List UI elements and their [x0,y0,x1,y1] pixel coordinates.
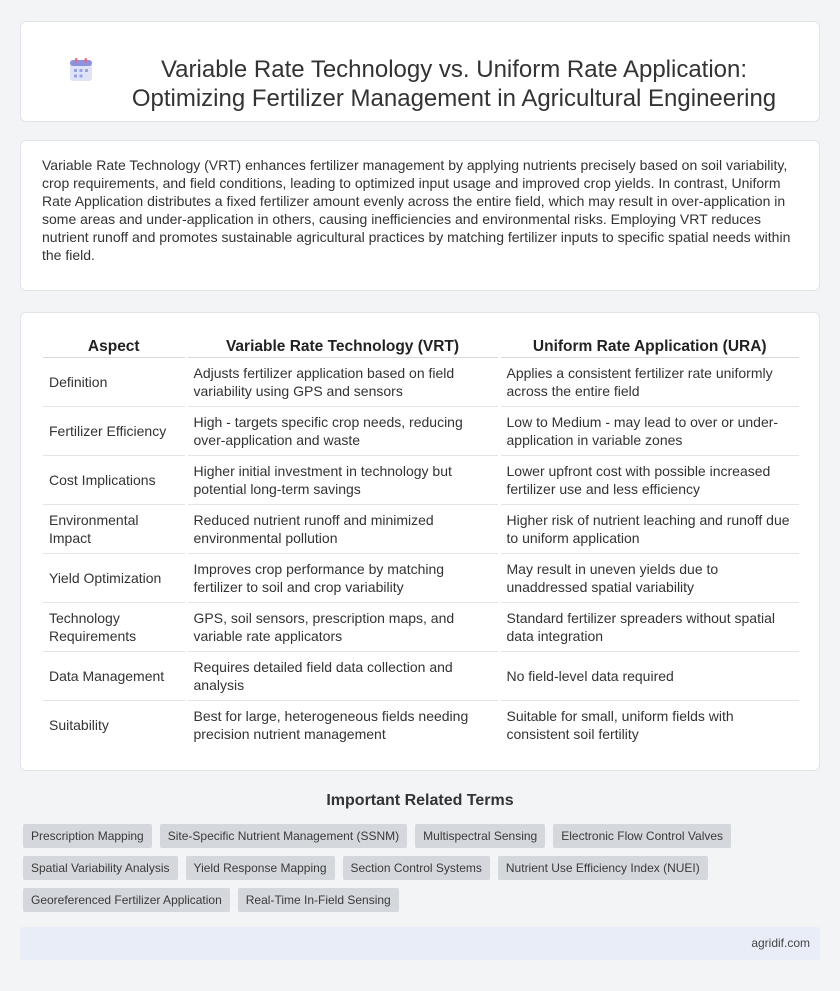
row-aspect: Suitability [49,716,109,733]
row-ura: Suitable for small, uniform fields with consistent soil fertility [499,700,799,749]
row-aspect: Fertilizer Efficiency [43,406,186,455]
table-row [43,357,799,406]
related-terms-heading: Important Related Terms [326,792,514,809]
table-row [43,651,799,700]
related-term-tag[interactable]: Nutrient Use Efficiency Index (NUEI) [498,856,708,880]
related-terms-list [23,824,813,912]
footer-site-link[interactable]: agridif.com [751,936,810,950]
row-aspect: Technology Requirements [43,602,186,651]
calendar-document-icon [68,57,94,83]
row-aspect: Cost Implications [43,455,186,504]
related-term-tag[interactable]: Yield Response Mapping [186,856,335,880]
related-term-tag[interactable]: Electronic Flow Control Valves [553,824,731,848]
related-term-tag[interactable]: Section Control Systems [343,856,490,880]
table-row [43,504,799,553]
row-vrt: Requires detailed field data collection and analysis [186,651,499,700]
row-aspect: Definition [43,357,186,406]
row-ura: May result in uneven yields due to unaddressed spatial variability [499,553,799,602]
row-ura: No field-level data required [499,651,799,700]
row-ura: Low to Medium - may lead to over or under-application in variable zones [499,406,799,455]
row-aspect: Environmental Impact [43,504,186,553]
title-card [20,21,820,122]
footer [20,927,820,960]
header-ura: Uniform Rate Application (URA) [499,334,799,357]
related-term-tag[interactable]: Multispectral Sensing [415,824,545,848]
row-vrt: Reduced nutrient runoff and minimized environmental pollution [186,504,499,553]
row-ura: Applies a consistent fertilizer rate uniformly across the entire field [499,357,799,406]
table-row [43,455,799,504]
related-term-tag[interactable]: Site-Specific Nutrient Management (SSNM) [160,824,407,848]
row-ura: Standard fertilizer spreaders without spatial data integration [499,602,799,651]
table-row [43,602,799,651]
row-vrt: GPS, soil sensors, prescription maps, and variable rate applicators [186,602,499,651]
header-vrt: Variable Rate Technology (VRT) [186,334,499,357]
row-vrt: High - targets specific crop needs, reducing over-application and waste [186,406,499,455]
summary-text: Variable Rate Technology (VRT) enhances fertilizer management by applying nutrients precisely based on soil variability, crop requirements, and field conditions, leading to optimized input usage and improved crop yields. In contrast, Uniform Rate Application distributes a fixed fertilizer amount evenly across the entire field, which may result in over-application in some areas and under-application in others, causing inefficiencies and environmental risks. Employing VRT reduces nutrient runoff and promotes sustainable agricultural practices by matching fertilizer inputs to specific spatial needs within the field. [42,157,791,263]
row-aspect: Yield Optimization [43,553,186,602]
related-term-tag[interactable]: Georeferenced Fertilizer Application [23,888,230,912]
page-title: Variable Rate Technology vs. Uniform Rate Application: Optimizing Fertilizer Management in Agricultural Engineering [131,55,777,112]
comparison-table-card [20,312,820,771]
related-term-tag[interactable]: Spatial Variability Analysis [23,856,178,880]
comparison-table [43,334,799,749]
table-header-row [43,334,799,357]
row-ura: Higher risk of nutrient leaching and runoff due to uniform application [499,504,799,553]
related-term-tag[interactable]: Real-Time In-Field Sensing [238,888,399,912]
row-vrt: Adjusts fertilizer application based on field variability using GPS and sensors [186,357,499,406]
row-vrt: Higher initial investment in technology but potential long-term savings [186,455,499,504]
row-ura: Lower upfront cost with possible increased fertilizer use and less efficiency [499,455,799,504]
table-row [43,553,799,602]
header-aspect: Aspect [43,334,186,357]
related-term-tag[interactable]: Prescription Mapping [23,824,152,848]
summary-card [20,140,820,291]
table-row [43,406,799,455]
row-vrt: Best for large, heterogeneous fields needing precision nutrient management [186,700,499,749]
row-aspect: Data Management [43,651,186,700]
table-row [43,700,799,749]
row-vrt: Improves crop performance by matching fertilizer to soil and crop variability [186,553,499,602]
